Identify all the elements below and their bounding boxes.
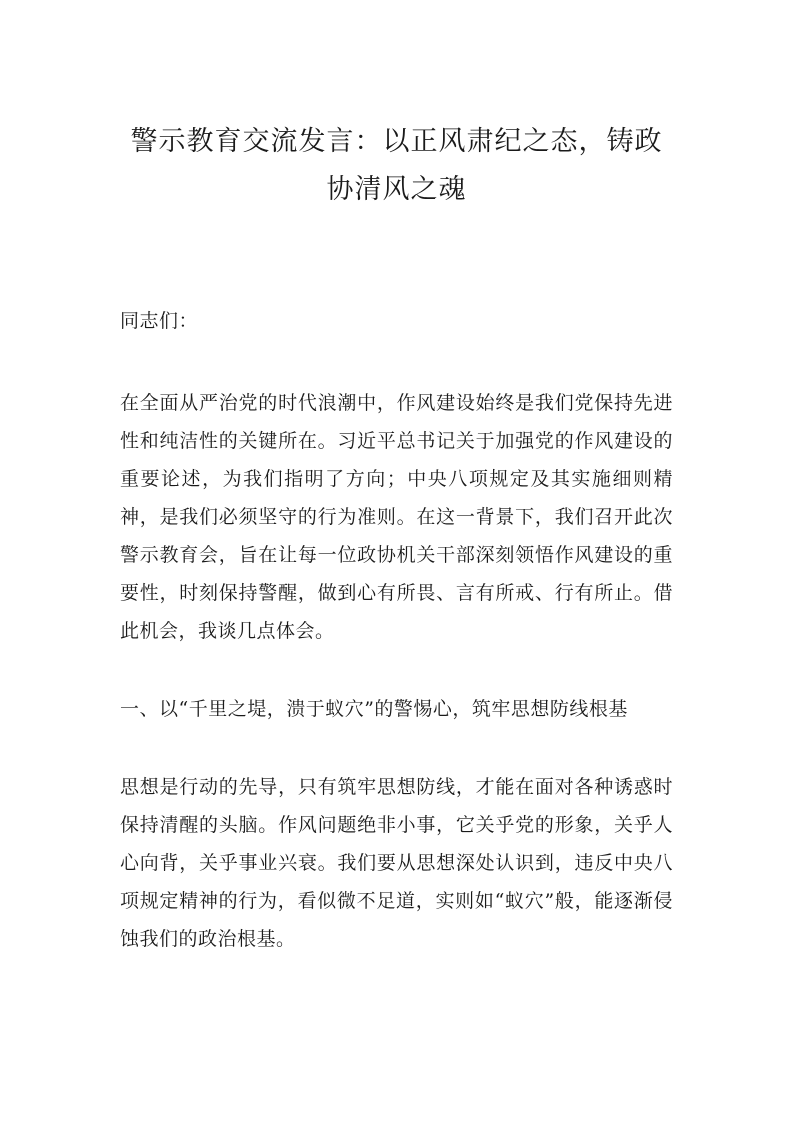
salutation: 同志们： xyxy=(120,310,199,332)
section-heading-1: 一、以“千里之堤，溃于蚁穴”的警惕心，筑牢思想防线根基 xyxy=(120,698,628,720)
paragraph-intro: 在全面从严治党的时代浪潮中，作风建设始终是我们党保持先进性和纯洁性的关键所在。习近平总书记关于加强党的作风建设的重要论述，为我们指明了方向；中央八项规定及其实施细则精神，是我们必须坚守的行为准则。在这一背景下，我们召开此次警示教育会，旨在让每一位政协机关干部深刻领悟作风建设的重要性，时刻保持警醒，做到心有所畏、言有所戒、行有所止。借此机会，我谈几点体会。 xyxy=(120,392,673,642)
document-title: 警示教育交流发言：以正风肃纪之态，铸政协清风之魂 xyxy=(130,126,663,205)
paragraph-section-1: 思想是行动的先导，只有筑牢思想防线，才能在面对各种诱惑时保持清醒的头脑。作风问题绝非小事，它关乎党的形象，关乎人心向背，关乎事业兴衰。我们要从思想深处认识到，违反中央八项规定精神的行为，看似微不足道，实则如“蚁穴”般，能逐渐侵蚀我们的政治根基。 xyxy=(120,776,673,950)
